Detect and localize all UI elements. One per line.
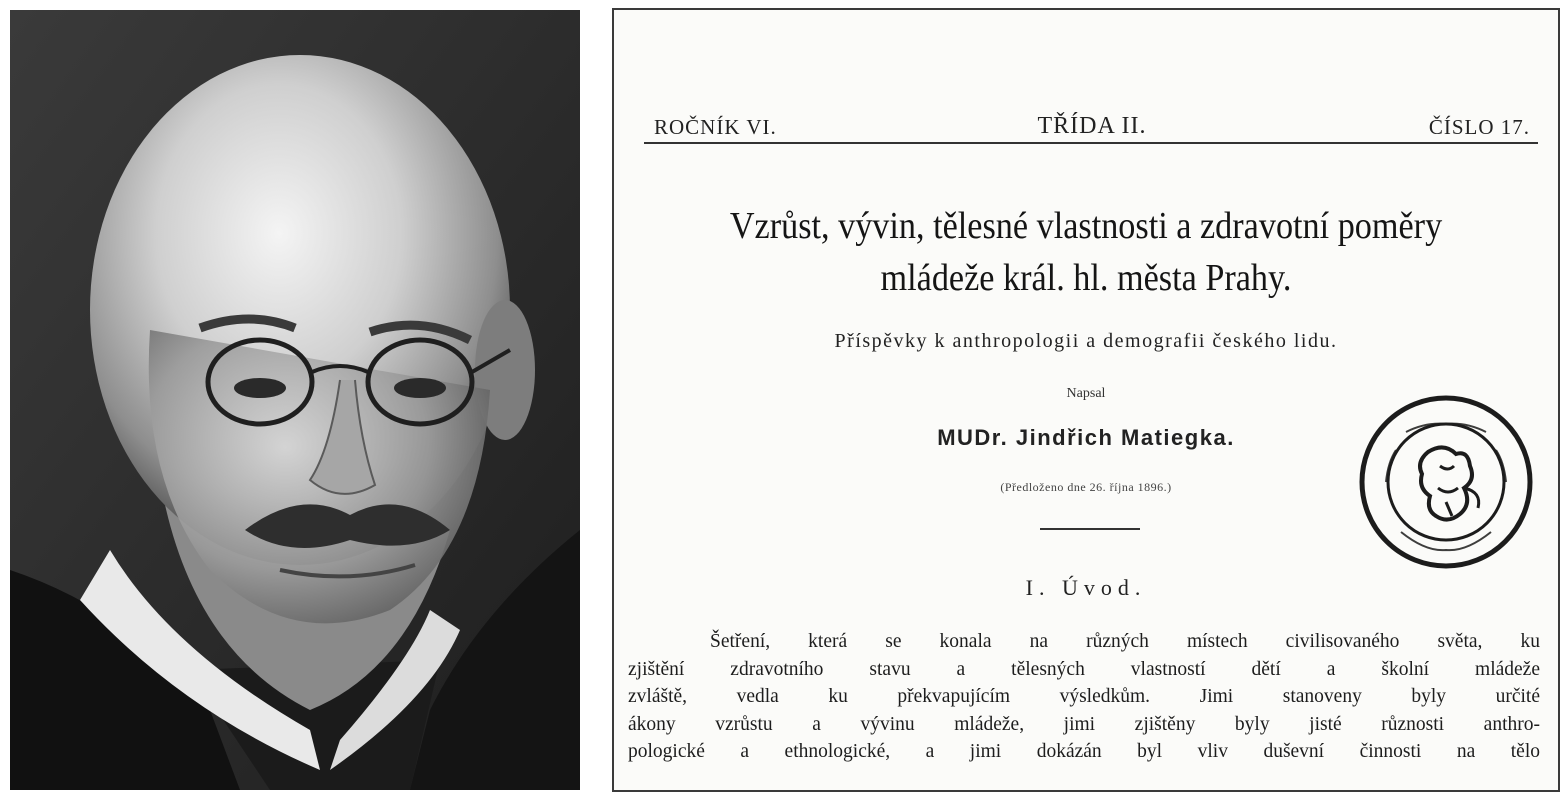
document-page [612,8,1560,792]
document-title [679,200,1493,304]
body-line: Šetření, která se konala na různých místech civilisovaného světa, ku [710,631,1540,652]
body-paragraph [628,628,1540,766]
title-line-2: mládeže král. hl. města Prahy. [880,257,1292,299]
class-label: TŘÍDA II. [1037,113,1147,139]
portrait-illustration [10,10,580,790]
issue-number: ČÍSLO 17. [1428,115,1530,139]
body-line: zvláště, vedla ku překvapujícím výsledkům. Jimi stanoveny byly určité [628,686,1540,707]
portrait-photo [10,10,580,790]
body-line: pologické a ethnologické, a jimi dokázán byl vliv duševní činnosti na tělo [628,741,1540,762]
author-name: MUDr. Jindřich Matiegka. [937,425,1235,450]
academy-stamp [1356,392,1536,572]
volume-label: ROČNÍK VI. [654,115,777,139]
presented-date: (Předloženo dne 26. října 1896.) [1000,480,1172,494]
section-heading: I. Úvod. [1025,575,1147,600]
journal-header [654,108,1530,140]
body-line: ákony vzrůstu a vývinu mládeže, jimi zjištěny byly jisté různosti anthro- [628,713,1540,735]
body-line: zjištění zdravotního stavu a tělesných vlastností dětí a školní mládeže [628,658,1540,680]
header-divider [644,142,1538,144]
title-line-1: Vzrůst, vývin, tělesné vlastnosti a zdravotní poměry [729,205,1443,247]
byline-label: Napsal [1066,386,1106,401]
document-subtitle: Příspěvky k anthropologii a demografii českého lidu. [834,330,1338,352]
section-divider [1040,528,1140,530]
